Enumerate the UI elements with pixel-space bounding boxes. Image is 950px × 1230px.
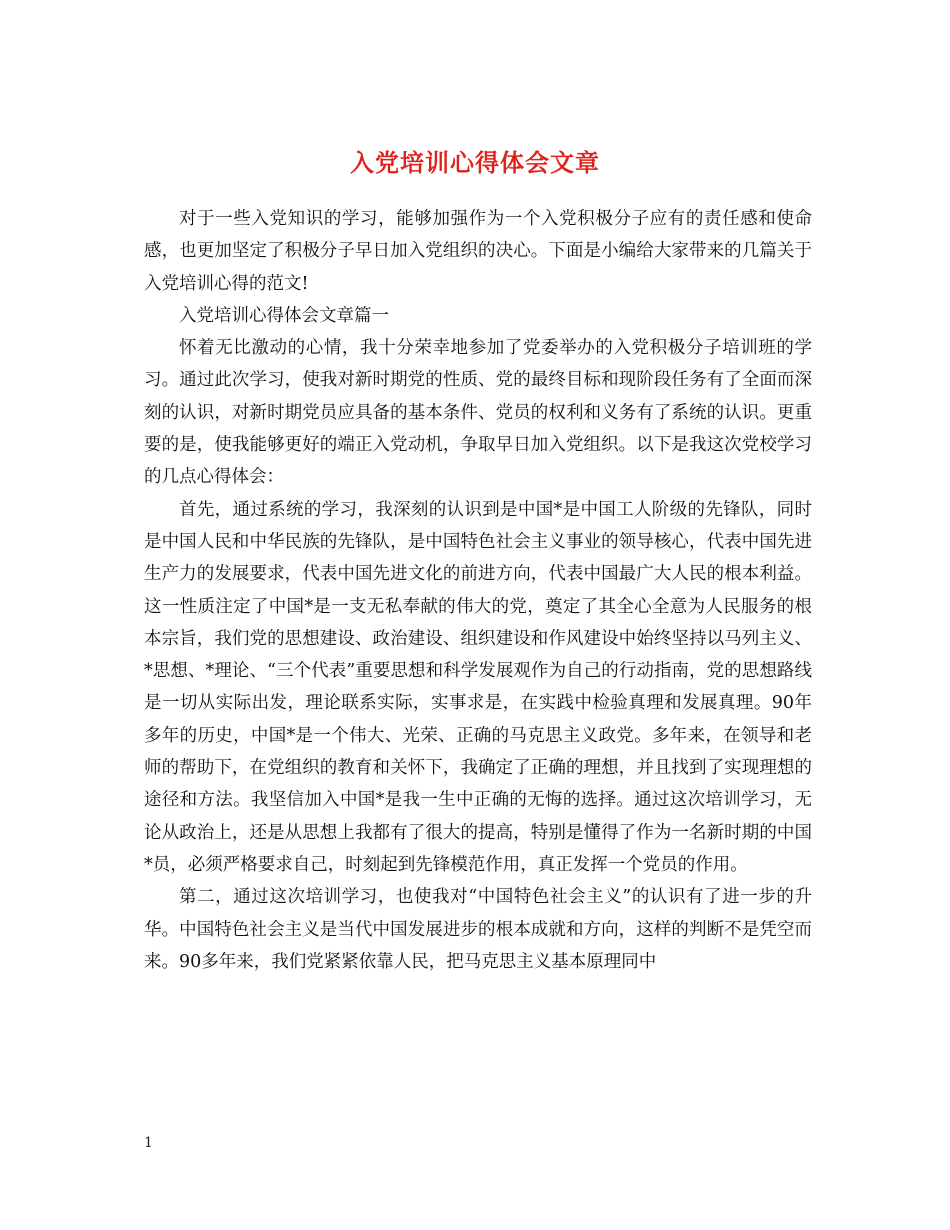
section-heading: 入党培训心得体会文章篇一 <box>179 305 389 326</box>
paragraph-second-point: 第二，通过这次培训学习，也使我对“中国特色社会主义”的认识有了进一步的升华。中国特色社会主义是当代中国发展进步的根本成就和方向，这样的判断不是凭空而来。90多年来，我们党紧紧依靠人民，把马克思主义基本原理同中 <box>144 887 812 972</box>
page-number: 1 <box>144 1135 153 1151</box>
paragraph-first-point: 首先，通过系统的学习，我深刻的认识到是中国*是中国工人阶级的先锋队，同时是中国人民和中华民族的先锋队，是中国特色社会主义事业的领导核心，代表中国先进生产力的发展要求，代表中国先进文化的前进方向，代表中国最广大人民的根本利益。这一性质注定了中国*是一支无私奉献的伟大的党，奠定了其全心全意为人民服务的根本宗旨，我们党的思想建设、政治建设、组织建设和作风建设中始终坚持以马列主义、*思想、*理论、“三个代表”重要思想和科学发展观作为自己的行动指南，党的思想路线是一切从实际出发，理论联系实际，实事求是，在实践中检验真理和发展真理。90年多年的历史，中国*是一个伟大、光荣、正确的马克思主义政党。多年来，在领导和老师的帮助下，在党组织的教育和关怀下，我确定了正确的理想，并且找到了实现理想的途径和方法。我坚信加入中国*是我一生中正确的无悔的选择。通过这次培训学习，无论从政治上，还是从思想上我都有了很大的提高，特别是懂得了作为一名新时期的中国*员，必须严格要求自己，时刻起到先锋模范作用，真正发挥一个党员的作用。 <box>144 499 812 875</box>
document-title: 入党培训心得体会文章 <box>350 148 600 178</box>
paragraph-opening: 怀着无比激动的心情，我十分荣幸地参加了党委举办的入党积极分子培训班的学习。通过此次学习，使我对新时期党的性质、党的最终目标和现阶段任务有了全面而深刻的认识，对新时期党员应具备的基本条件、党员的权利和义务有了系统的认识。更重要的是，使我能够更好的端正入党动机，争取早日加入党组织。以下是我这次党校学习的几点心得体会： <box>144 338 812 488</box>
document-body <box>144 203 812 978</box>
paragraph-intro: 对于一些入党知识的学习，能够加强作为一个入党积极分子应有的责任感和使命感，也更加坚定了积极分子早日加入党组织的决心。下面是小编给大家带来的几篇关于入党培训心得的范文! <box>144 209 812 294</box>
